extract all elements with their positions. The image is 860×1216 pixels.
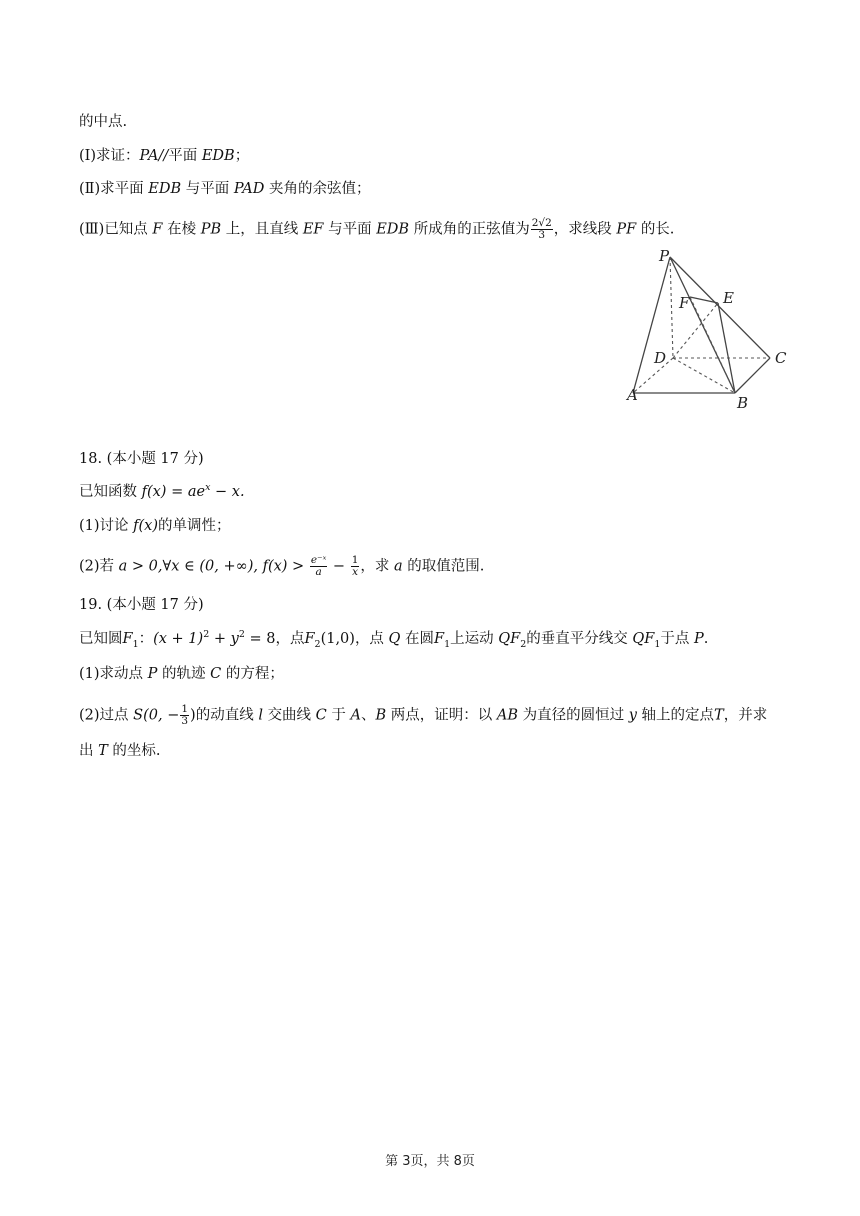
page-footer: 第 3页，共 8页: [385, 1154, 475, 1169]
label-D: D: [654, 349, 667, 367]
p17-continuation: 的中点.: [79, 114, 128, 130]
p19-q1: (1)求动点 P 的轨迹 C 的方程；: [79, 666, 284, 682]
edge-EB: [718, 303, 735, 393]
label-B: B: [737, 394, 749, 412]
p17-q1: (Ⅰ)求证：PA//平面 EDB；: [79, 148, 250, 164]
p17-q3: (Ⅲ)已知点 F 在棱 PB 上，且直线 EF 与平面 EDB 所成角的正弦值为 $\frac{2√2}{3}$ ，求线段 PF 的长.: [79, 217, 675, 241]
label-P: P: [659, 247, 670, 265]
fraction-2sqrt2-over-3: $\frac{2√2}{3}$: [531, 217, 552, 241]
p19-q2-line1: (2)过点 S(0, − $\frac{1}{3}$ )的动直线 l 交曲线 C 于 A、B 两点，证明：以 AB 为直径的圆恒过 y 轴上的定点T，并求: [79, 703, 768, 727]
label-E: E: [723, 289, 734, 307]
edge-BC: [735, 358, 770, 393]
p19-intro: 已知圆$F_1$：$(x + 1)^2 + y^2 = 8$，点$F_2(1,0)$，点 Q 在圆$F_1$上运动 $QF_2$的垂直平分线交 $QF_1$于点 P.: [79, 629, 709, 650]
p18-header: 18. (本小题 17 分): [79, 451, 204, 467]
p18-q1: (1)讨论 f(x)的单调性；: [79, 518, 231, 534]
edge-DA: [633, 358, 673, 393]
edge-PB: [670, 257, 735, 393]
label-F: F: [679, 294, 690, 312]
p18-intro: 已知函数 $f(x) = ae^x - x$.: [79, 482, 245, 500]
edge-FE: [690, 297, 718, 303]
pyramid-figure: [615, 245, 795, 415]
fraction-1-over-3: $\frac{1}{3}$: [181, 703, 189, 727]
p19-q2-line2: 出 T 的坐标.: [79, 743, 161, 759]
p18-q2: (2)若 a > 0,∀x ∈ (0, +∞), f(x) > $\frac{\text{e⁻ˣ}}{a}$ − $\frac{1}{x}$ ，求 a 的取值范围.: [79, 554, 485, 578]
edge-PA: [633, 257, 670, 393]
p19-header: 19. (本小题 17 分): [79, 597, 204, 613]
p17-q2: (Ⅱ)求平面 EDB 与平面 PAD 夹角的余弦值；: [79, 181, 371, 197]
fraction-e-neg-x-over-a: $\frac{\text{e⁻ˣ}}{a}$: [310, 554, 327, 578]
label-C: C: [775, 349, 787, 367]
edge-PD: [670, 257, 673, 358]
fraction-1-over-x: $\frac{1}{x}$: [351, 554, 359, 578]
label-A: A: [627, 386, 638, 404]
edge-DB: [673, 358, 735, 393]
